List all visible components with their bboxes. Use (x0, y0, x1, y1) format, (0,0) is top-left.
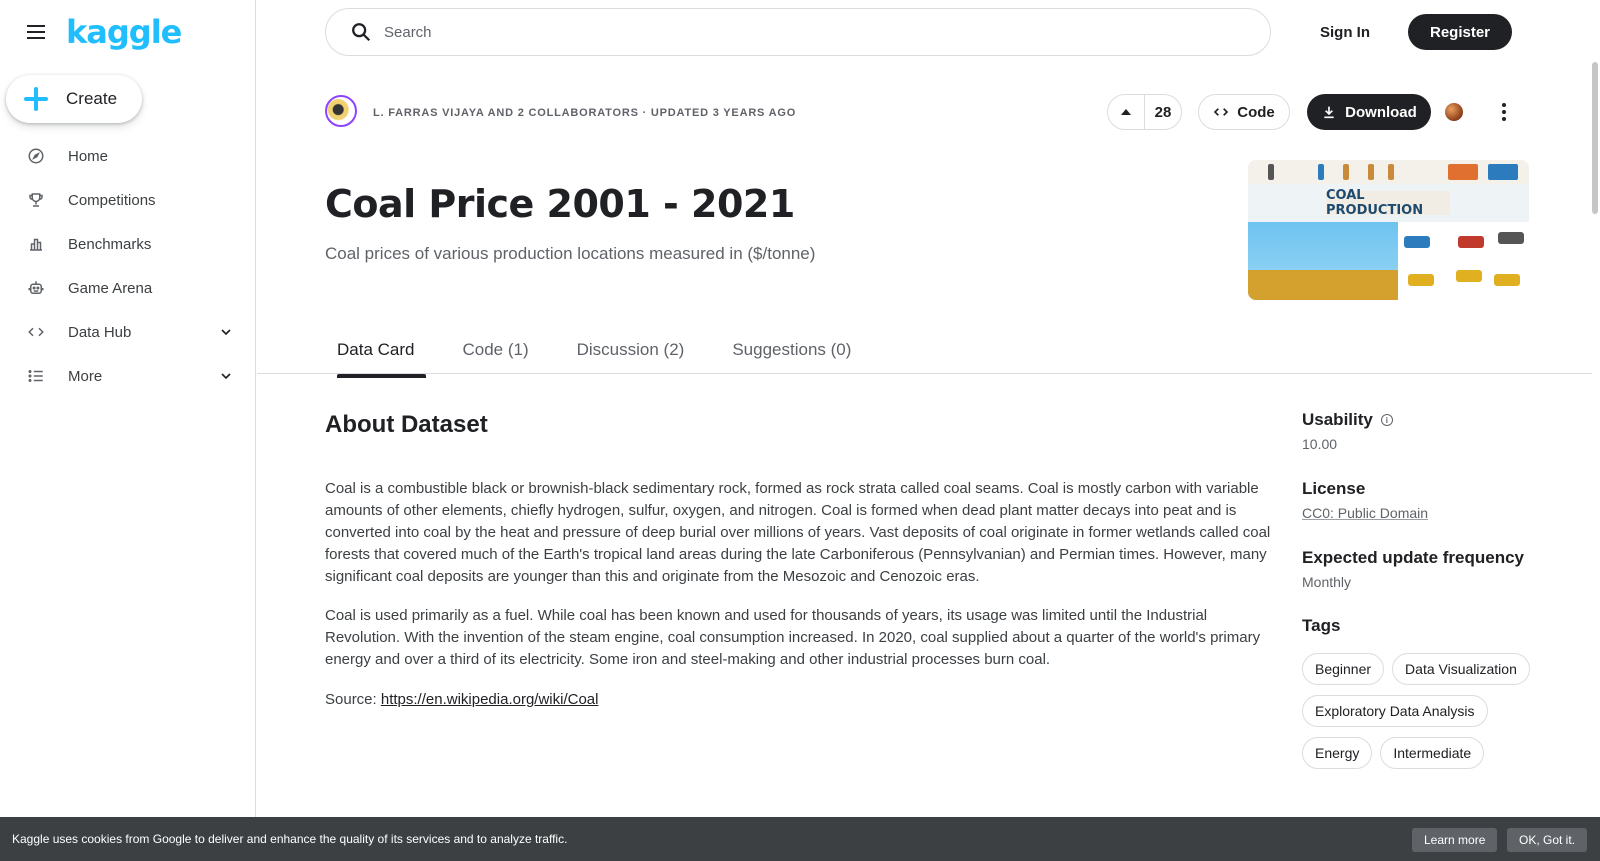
tab-data-card[interactable]: Data Card (325, 330, 426, 374)
tag-chip[interactable]: Exploratory Data Analysis (1302, 695, 1488, 727)
code-icon (26, 322, 46, 342)
sign-in-button[interactable]: Sign In (1320, 23, 1370, 41)
thumbnail-tool (1388, 164, 1394, 180)
download-button[interactable] (1307, 94, 1431, 130)
download-label: Download (1345, 103, 1417, 121)
ok-got-it-button[interactable]: OK, Got it. (1507, 828, 1587, 852)
cookie-text: Kaggle uses cookies from Google to deliver and enhance the quality of its services and to analyze traffic. (12, 832, 568, 846)
sidebar-item-data-hub[interactable] (0, 310, 256, 354)
thumbnail-tool (1488, 164, 1518, 180)
bar-chart-icon (26, 234, 46, 254)
page-title: Coal Price 2001 - 2021 (325, 182, 795, 226)
source-label: Source: (325, 691, 381, 708)
frequency-value: Monthly (1302, 574, 1352, 590)
search-icon (350, 21, 372, 43)
thumbnail-truck (1494, 274, 1520, 286)
tag-chip[interactable]: Intermediate (1380, 737, 1484, 769)
dataset-thumbnail (1248, 160, 1529, 300)
sidebar-item-more[interactable] (0, 354, 256, 398)
code-icon (1213, 104, 1229, 120)
sidebar-item-game-arena[interactable] (0, 266, 256, 310)
frequency-label: Expected update frequency (1302, 548, 1525, 567)
tag-chip[interactable]: Data Visualization (1392, 653, 1530, 685)
create-label: Create (66, 89, 118, 108)
dataset-meta: L. FARRAS VIJAYA AND 2 COLLABORATORS · UPDATED 3 YEARS AGO (373, 107, 797, 119)
vote-group (1107, 94, 1182, 130)
thumbnail-tool (1268, 164, 1274, 180)
thumbnail-truck (1404, 236, 1430, 248)
sidebar-item-label: Benchmarks (68, 235, 152, 253)
upvote-button[interactable] (1108, 95, 1145, 129)
tab-code[interactable]: Code (1) (462, 340, 529, 359)
trophy-icon (26, 190, 46, 210)
create-button[interactable] (6, 75, 142, 123)
compass-icon (26, 146, 46, 166)
robot-icon (26, 278, 46, 298)
sidebar-item-label: Game Arena (68, 279, 153, 297)
kaggle-logo[interactable]: kaggle (66, 13, 182, 51)
sidebar-item-home[interactable] (0, 134, 256, 178)
source-link[interactable]: https://en.wikipedia.org/wiki/Coal (380, 691, 599, 708)
thumbnail-banner: COAL PRODUCTION (1326, 191, 1450, 215)
more-options-icon[interactable] (1492, 100, 1516, 124)
code-label: Code (1237, 103, 1275, 121)
thumbnail-tool (1318, 164, 1324, 180)
info-icon[interactable]: i (1381, 414, 1393, 426)
license-label: License (1302, 479, 1366, 498)
code-button[interactable] (1198, 94, 1290, 130)
usability-section (1302, 410, 1562, 452)
page-scrollbar[interactable] (1592, 62, 1598, 214)
thumbnail-tools-band (1248, 160, 1529, 184)
tag-chip[interactable]: Energy (1302, 737, 1372, 769)
thumbnail-vehicles (1398, 222, 1529, 300)
usability-value: 10.00 (1302, 436, 1338, 452)
tags-label: Tags (1302, 616, 1341, 635)
tags-section (1302, 616, 1562, 636)
list-icon (26, 366, 46, 386)
sidebar-item-benchmarks[interactable] (0, 222, 256, 266)
chevron-down-icon[interactable] (218, 324, 234, 340)
vote-count[interactable]: 28 (1154, 103, 1172, 121)
thumbnail-tool (1343, 164, 1349, 180)
sidebar-item-label: Home (68, 147, 109, 165)
tag-chip[interactable]: Beginner (1302, 653, 1384, 685)
thumbnail-truck (1498, 232, 1524, 244)
user-badge-icon[interactable] (1445, 103, 1463, 121)
thumbnail-truck (1408, 274, 1434, 286)
thumbnail-truck (1458, 236, 1484, 248)
usability-label: Usability (1302, 410, 1373, 429)
tab-suggestions[interactable]: Suggestions (0) (732, 340, 852, 359)
search-input[interactable] (384, 24, 1184, 41)
search-bar[interactable] (325, 8, 1271, 56)
register-button[interactable]: Register (1408, 14, 1512, 50)
sidebar-item-competitions[interactable] (0, 178, 256, 222)
license-link[interactable]: CC0: Public Domain (1302, 505, 1429, 521)
tab-bar (325, 330, 887, 374)
source-line (325, 689, 1280, 711)
tab-discussion[interactable]: Discussion (2) (576, 340, 685, 359)
arrow-up-icon (1121, 109, 1131, 115)
sidebar-item-label: More (68, 367, 103, 385)
frequency-section (1302, 548, 1562, 590)
menu-icon[interactable] (24, 20, 48, 44)
thumbnail-truck (1456, 270, 1482, 282)
about-heading: About Dataset (325, 411, 488, 438)
owner-avatar[interactable] (325, 95, 357, 127)
page-subtitle: Coal prices of various production locations measured in ($/tonne) (325, 244, 816, 263)
left-sidebar (0, 0, 256, 861)
tabs-divider (257, 373, 1592, 374)
thumbnail-tool (1368, 164, 1374, 180)
thumbnail-ground (1248, 270, 1398, 300)
sidebar-item-label: Competitions (68, 191, 156, 209)
sidebar-item-label: Data Hub (68, 323, 132, 341)
learn-more-button[interactable]: Learn more (1412, 828, 1497, 852)
cookie-banner (0, 817, 1600, 861)
download-icon (1321, 104, 1337, 120)
sidebar-nav (0, 134, 256, 398)
sidebar-header (0, 0, 255, 64)
license-section (1302, 479, 1562, 523)
plus-icon (24, 87, 48, 111)
thumbnail-tool (1448, 164, 1478, 180)
tag-list (1302, 653, 1562, 769)
chevron-down-icon[interactable] (218, 368, 234, 384)
about-paragraph: Coal is used primarily as a fuel. While coal has been known and used for thousands of years, its usage was limited until the Industrial Revolution. With the invention of the steam engine, coal consumption increased. In 2020, coal supplied about a quarter of the world's primary energy and over a third of its electricity. Some iron and steel-making and other industrial processes burn coal. (325, 607, 1261, 668)
about-paragraph: Coal is a combustible black or brownish-black sedimentary rock, formed as rock strata called coal seams. Coal is mostly carbon with variable amounts of other elements, chiefly hydrogen, sulfur, oxygen, and nitrogen. Coal is formed when dead plant matter decays into peat and is converted into coal by the heat and pressure of deep burial over millions of years. Vast deposits of coal originate in former wetlands called coal forests that covered much of the Earth's tropical land areas during the late Carboniferous (Pennsylvanian) and Permian times. However, many significant coal deposits are younger than this and originate from the Mesozoic and Cenozoic eras. (325, 480, 1271, 585)
